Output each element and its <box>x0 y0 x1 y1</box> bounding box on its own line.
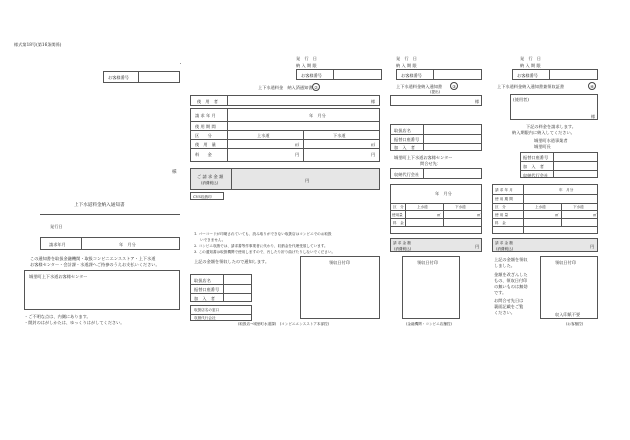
col2-fee-label: 料 金 <box>195 152 212 157</box>
customer-no-box <box>103 71 180 83</box>
col4-usage-label: 使 用 量 <box>495 212 509 217</box>
col4-usage-period-label: 使 用 期 間 <box>495 196 513 201</box>
notice-text-2: お客様センター・会計課・水道課へご持参のうえお支払いください。 <box>30 262 160 267</box>
col2-issue-date: 発 行 日 <box>296 56 317 61</box>
col4-customer-no-box <box>512 69 598 80</box>
col3-place-label: (提出) <box>430 90 440 94</box>
col4-receipt-stamp-box <box>540 256 598 319</box>
col4-billing-amount-box <box>492 238 598 252</box>
col4-user-label: (使用者) <box>513 97 529 102</box>
col4-water-label: 上水道 <box>535 205 546 209</box>
col3-type-label: 区 分 <box>393 205 404 209</box>
col3-unit-2: ㎥ <box>477 212 481 217</box>
col4-sewer-label: 下水道 <box>573 205 584 209</box>
col2-fee-yen-2: 円 <box>371 152 376 157</box>
col3-honorific: 様 <box>475 99 480 104</box>
col3-billing-amount-box <box>390 238 482 252</box>
col4-honorific: 様 <box>591 114 596 119</box>
col3-center-name: 城里町上下水道お客様センター <box>394 155 453 160</box>
col4-note-2: もの、領収日付印 <box>494 278 528 283</box>
col3-year-month: 年 月分 <box>435 191 452 196</box>
col2-footer: (取扱店→城里町水道課) (コンビニエンスストア本部控) <box>238 322 330 326</box>
col3-customer-no: お客様番号 <box>401 73 422 78</box>
col3-fee-label: 料 金 <box>393 220 404 225</box>
col4-account-table <box>520 152 598 178</box>
col2-total-yen: 円 <box>305 178 310 183</box>
col4-tax-incl: (消費税込) <box>496 246 514 251</box>
col4-note-1: 金額を改ざんした <box>494 272 528 277</box>
col2-payer-label: 加 入 者 <box>194 295 215 301</box>
issue-date-label: 発行日 <box>50 224 63 229</box>
col3-bank-name-label: 取扱店名 <box>394 127 411 133</box>
col2-usage-label: 使 用 量 <box>195 142 216 147</box>
col4-org-2: 城里町長 <box>534 144 551 149</box>
col2-bank-stamp-label: 取扱店名の窓口 <box>194 307 220 312</box>
col2-billing-amount-box <box>190 168 380 190</box>
col2-bank-name-label: 取扱店名 <box>194 277 211 283</box>
col2-receipt-stamp-title: 領収日付印 <box>329 260 350 265</box>
col2-usage-unit-1: ㎥ <box>295 142 300 147</box>
col3-billing-amount-label: 請 求 金 額 <box>393 241 411 245</box>
col3-payer-label: 加 入 者 <box>394 145 415 150</box>
center-name: 城里町上下水道お客様センター <box>29 274 88 279</box>
col3-user-box <box>390 95 482 106</box>
col4-billing-month-label: 請 求 年 月 <box>495 187 513 192</box>
notice-text-1: この通知書を取扱金融機関・取扱コンビニエンスストア・上下水道 <box>30 256 156 261</box>
col3-tax-incl: (消費税込) <box>394 246 412 251</box>
col4-customer-no: お客様番号 <box>517 73 538 78</box>
col2-due-date: 納 入 期 限 <box>296 63 317 68</box>
col3-detail-table <box>390 184 482 234</box>
col4-collection-no-label: 振替口座番号 <box>523 155 549 160</box>
col2-heading: 上下水道料金 納入済通知書 <box>258 85 313 90</box>
col2-note-1: 1. バーコードが印刷されていても、読み取りができない取扱店はコンビニでのお取扱 <box>194 232 332 236</box>
col2-receipt-date-label: 収納代行会社 <box>194 315 216 320</box>
col3-issue-date: 発 行 日 <box>396 56 417 61</box>
col2-copy-no: ② <box>312 83 320 91</box>
col3-due-date: 納 入 期 限 <box>396 63 417 68</box>
col2-billing-month-label: 請 求 年 月 <box>195 113 216 118</box>
col4-pay-text-1: 下記の料金を請求します。 <box>526 124 576 129</box>
col4-payer-label: 加 入 者 <box>523 163 544 169</box>
center-box <box>24 270 180 310</box>
col4-user-box <box>510 94 598 120</box>
col2-collection-no-label: 振替口座番号 <box>194 286 220 292</box>
col3-bank-table <box>390 124 482 151</box>
col4-footer: (お客様控) <box>566 322 584 326</box>
col2-bank-table <box>190 274 252 302</box>
billing-month-box <box>40 237 180 250</box>
col2-type-label: 区 分 <box>195 133 212 138</box>
col2-note-1b: いできません。 <box>200 238 226 242</box>
col3-heading: 上下水道料金納入通知書 <box>396 84 443 89</box>
col4-receipt-stamp-title: 領収日付印 <box>555 260 576 265</box>
col3-receipt-stamp-title: 領収日付印 <box>417 260 438 265</box>
col2-sewer-label: 下水道 <box>333 133 346 138</box>
col2-billing-amount-label: ご 請 求 金 額 <box>197 174 224 179</box>
col3-collector-box <box>390 168 482 179</box>
col2-tax-incl: (消費税込) <box>201 181 219 185</box>
col4-revenue-stamp: 収入印紙不要 <box>555 312 581 317</box>
col2-cvs-stamp <box>190 192 224 200</box>
col4-billing-yen: 円 <box>590 244 595 249</box>
col4-note-7: ください。 <box>494 310 515 315</box>
col2-usage-period-label: 使 用 期 間 <box>195 124 216 129</box>
col4-note-5: お問合せ先日は <box>494 298 524 303</box>
col2-usage-unit-2: ㎥ <box>371 142 376 147</box>
col2-user-honorific: 様 <box>371 99 376 104</box>
col3-inquiry: 問合せ先： <box>420 161 441 166</box>
col4-note-6: 裏面記載をご覧 <box>494 304 524 309</box>
note-2: ・開封のはがしかたは、ゆっくりはがしてください。 <box>24 320 125 325</box>
col2-billing-month-value: 年 月分 <box>309 113 326 118</box>
col4-collector-label: 収納代行会社 <box>523 172 549 178</box>
billing-month-label: 請求年月 <box>49 242 66 247</box>
billing-month-value: 年 月分 <box>119 242 136 247</box>
col4-year-month: 年 月分 <box>559 187 574 192</box>
col4-copy-no: ④ <box>588 82 596 90</box>
col4-unit-2: ㎥ <box>593 212 597 217</box>
col2-user-box <box>190 95 380 106</box>
col4-issue-date: 発 行 日 <box>520 56 541 61</box>
col3-footer: (金融機関・コンビニ店舗控) <box>406 322 452 326</box>
col2-fee-yen-1: 円 <box>295 152 300 157</box>
col2-note-3: 3. この通知書は取扱機関で使用しますので、汚したり折り曲げたりしないでください。 <box>194 250 336 254</box>
col3-customer-no-box <box>396 69 482 80</box>
col4-unit-1: ㎥ <box>555 212 559 217</box>
col3-copy-no: ③ <box>450 82 458 90</box>
col2-note-2: 2. コンビニ収納では、請求書等作事業者に代わり、収納金を代理受領しています。 <box>194 244 328 248</box>
form-number: 様式第18号(第16条関係) <box>14 42 62 47</box>
col4-detail-table <box>492 184 598 234</box>
col3-unit-1: ㎥ <box>437 212 441 217</box>
col3-collection-no-label: 振替口座番号 <box>394 136 420 142</box>
col4-received-text-2: しました。 <box>494 263 515 268</box>
col4-heading: 上下水道料金納入通知書兼領収証書 <box>497 84 565 89</box>
col3-billing-yen: 円 <box>475 244 480 249</box>
note-1: ・ご不明な点は、内側にあります。 <box>24 314 91 319</box>
notice-title: 上下水道料金納入通知書 <box>74 203 125 208</box>
col4-billing-amount-label: 請 求 金 額 <box>495 241 513 245</box>
col3-sewer-label: 下水道 <box>455 205 466 209</box>
col4-due-date: 納 入 期 限 <box>520 63 541 68</box>
col4-org-1: 城里町水道事業者 <box>534 138 568 143</box>
col2-user-label: 使 用 者 <box>197 99 218 104</box>
col4-type-label: 区 分 <box>495 205 506 209</box>
col4-note-4: です。 <box>494 290 507 295</box>
col3-receipt-stamp-box <box>402 256 460 319</box>
col4-received-text-1: 上記の金額を領収 <box>494 257 528 262</box>
addressee-honorific: 様 <box>172 170 177 175</box>
col2-receipt-stamp-box <box>300 256 380 319</box>
col2-bank-stamp-table <box>190 305 252 321</box>
col3-usage-label: 使用量 <box>392 212 403 217</box>
col2-detail-table <box>190 108 380 162</box>
col4-fee-label: 料 金 <box>495 220 506 225</box>
col2-customer-no-box <box>296 69 382 80</box>
col3-water-label: 上水道 <box>417 205 428 209</box>
col4-note-3: の無いものは無効 <box>494 284 528 289</box>
col2-cvs-label: CVS収納印 <box>193 194 212 199</box>
col2-customer-no: お客様番号 <box>301 73 322 78</box>
col2-received-text: 上記の金額を領収したので通知します。 <box>194 259 270 264</box>
customer-no-label: お客様番号 <box>108 75 129 80</box>
col2-water-label: 上水道 <box>257 133 270 138</box>
col3-collector-label: 収納代行会社 <box>394 172 420 177</box>
col4-pay-text-2: 納入期限内に納入してください。 <box>512 130 575 135</box>
